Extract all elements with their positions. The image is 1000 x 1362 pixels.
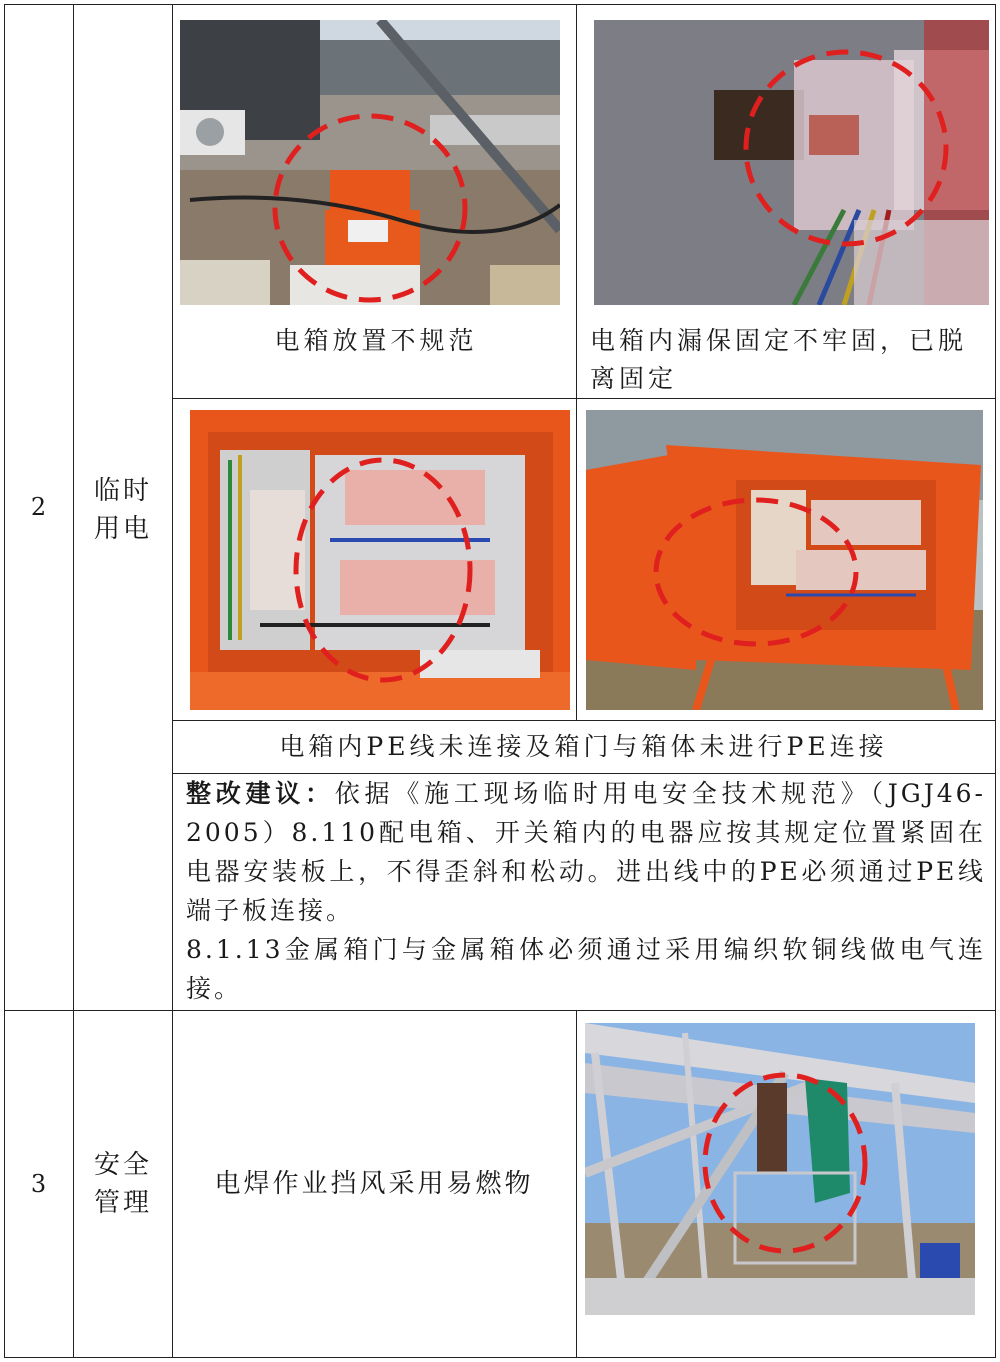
photo-welding bbox=[585, 1023, 975, 1315]
row-divider bbox=[172, 720, 996, 721]
caption-photo2: 电箱内漏保固定不牢固，已脱离固定 bbox=[590, 326, 968, 393]
category-line: 管理 bbox=[93, 1188, 152, 1218]
row-number: 2 bbox=[30, 493, 47, 521]
advice-paragraph: 依据《施工现场临时用电安全技术规范》（JGJ46-2005）8.110配电箱、开关箱内的电器应按其规定位置紧固在电器安装板上，不得歪斜和松动。进出线中的PE必须通过PE线端子板连接。 bbox=[186, 779, 986, 925]
rectification-advice bbox=[186, 774, 986, 1008]
photo-box-placement bbox=[180, 20, 560, 305]
row-divider bbox=[172, 398, 996, 399]
caption-photos34: 电箱内PE线未连接及箱门与箱体未进行PE连接 bbox=[279, 732, 888, 761]
advice-paragraph: 8.1.13金属箱门与金属箱体必须通过采用编织软铜线做电气连接。 bbox=[186, 935, 986, 1003]
description-welding: 电焊作业挡风采用易燃物 bbox=[214, 1168, 534, 1199]
column-divider bbox=[576, 1010, 577, 1357]
table-bottom-border bbox=[4, 1357, 996, 1358]
advice-label: 整改建议： bbox=[186, 779, 335, 808]
caption-photo1: 电箱放置不规范 bbox=[274, 326, 478, 355]
photo-leakage-protector bbox=[594, 20, 989, 305]
column-divider bbox=[576, 4, 577, 720]
category-cell bbox=[74, 1144, 172, 1224]
photo-box-interior bbox=[190, 410, 570, 710]
table-top-border bbox=[4, 4, 996, 5]
category-line: 临时 bbox=[93, 476, 152, 506]
photo-box-door bbox=[586, 410, 983, 710]
table-right-border bbox=[995, 4, 996, 1358]
category-cell bbox=[74, 470, 172, 550]
category-line: 安全 bbox=[93, 1150, 152, 1180]
row-number: 3 bbox=[30, 1169, 47, 1198]
category-line: 用电 bbox=[93, 514, 152, 544]
